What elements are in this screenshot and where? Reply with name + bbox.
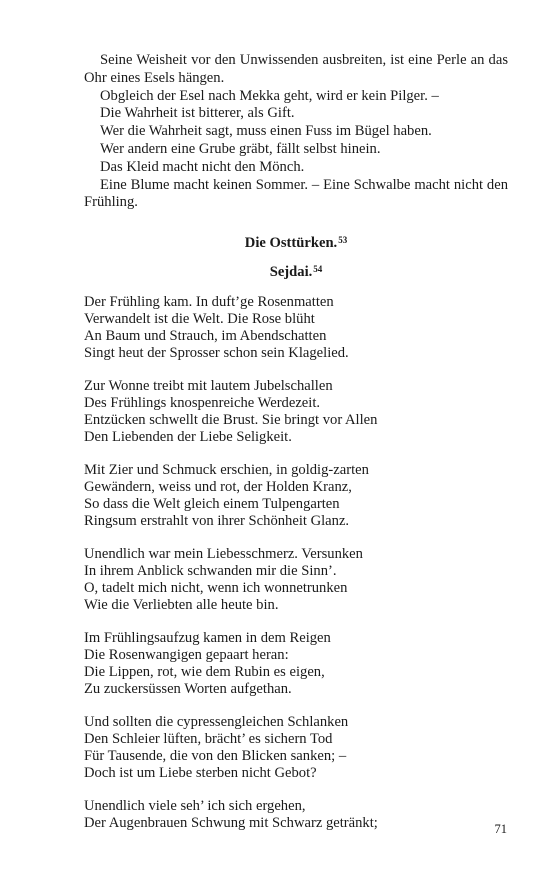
- page-body: [84, 52, 508, 832]
- proverb: Die Wahrheit ist bitterer, als Gift.: [100, 105, 295, 122]
- footnote-marker[interactable]: 54: [313, 264, 323, 275]
- proverb: Obgleich der Esel nach Mekka geht, wird er kein Pilger. –: [100, 87, 439, 104]
- poem-line: Wie die Verliebten alle heute bin.: [84, 597, 279, 614]
- poem-line: Verwandelt ist die Welt. Die Rose blüht: [84, 311, 315, 328]
- poem-line: Doch ist um Liebe sterben nicht Gebot?: [84, 765, 317, 782]
- poem-line: Zur Wonne treibt mit lautem Jubelschallen: [84, 378, 333, 395]
- poem-line: In ihrem Anblick schwanden mir die Sinn’.: [84, 563, 337, 580]
- poem-line: Gewändern, weiss und rot, der Holden Kranz,: [84, 479, 352, 496]
- poem-line: Entzücken schwellt die Brust. Sie bringt vor Allen: [84, 412, 378, 429]
- proverb: Wer andern eine Grube gräbt, fällt selbst hinein.: [100, 140, 381, 157]
- poem-line: Und sollten die cypressengleichen Schlanken: [84, 714, 349, 731]
- poem-line: Für Tausende, die von den Blicken sanken; –: [84, 748, 347, 765]
- poem-line: Die Lippen, rot, wie dem Rubin es eigen,: [84, 664, 325, 681]
- poem-line: So dass die Welt gleich einem Tulpengarten: [84, 496, 340, 513]
- poem-heading: [84, 264, 508, 281]
- proverb: Das Kleid macht nicht den Mönch.: [100, 158, 305, 175]
- poem-line: An Baum und Strauch, im Abendschatten: [84, 328, 327, 345]
- poem-line: Der Frühling kam. In duft’ge Rosenmatten: [84, 294, 334, 311]
- stanza: [84, 714, 508, 782]
- poem: [84, 294, 508, 832]
- proverb: Eine Blume macht keinen Sommer. – Eine Schwalbe macht nicht den Frühling.: [84, 176, 508, 211]
- poem-line: Der Augenbrauen Schwung mit Schwarz getränkt;: [84, 815, 378, 832]
- stanza: [84, 294, 508, 362]
- poem-line: Die Rosenwangigen gepaart heran:: [84, 647, 289, 664]
- poem-line: Singt heut der Sprosser schon sein Klagelied.: [84, 345, 349, 362]
- footnote-marker[interactable]: 53: [338, 235, 348, 246]
- section-heading-title: Die Osttürken.: [244, 235, 338, 252]
- poem-line: Unendlich viele seh’ ich sich ergehen,: [84, 798, 306, 815]
- poem-line: Unendlich war mein Liebesschmerz. Versunken: [84, 546, 363, 563]
- poem-line: O, tadelt mich nicht, wenn ich wonnetrunken: [84, 580, 348, 597]
- poem-line: Im Frühlingsaufzug kamen in dem Reigen: [84, 630, 331, 647]
- section-heading: [84, 235, 508, 252]
- poem-line: Mit Zier und Schmuck erschien, in goldig-zarten: [84, 462, 369, 479]
- headings: [84, 235, 508, 281]
- stanza: [84, 798, 508, 832]
- stanza: [84, 378, 508, 446]
- poem-line: Den Schleier lüften, brächt’ es sichern Tod: [84, 731, 333, 748]
- poem-line: Zu zuckersüssen Worten aufgethan.: [84, 681, 292, 698]
- proverb: Seine Weisheit vor den Unwissenden ausbreiten, ist eine Perle an das Ohr eines Esels hängen.: [84, 52, 508, 86]
- poem-line: Ringsum erstrahlt von ihrer Schönheit Glanz.: [84, 513, 350, 530]
- stanza: [84, 462, 508, 530]
- proverb: Wer die Wahrheit sagt, muss einen Fuss im Bügel haben.: [100, 123, 432, 140]
- stanza: [84, 546, 508, 614]
- poem-heading-title: Sejdai.: [269, 264, 313, 281]
- page-number: 71: [494, 822, 507, 836]
- proverb-list: [84, 52, 508, 212]
- poem-line: Den Liebenden der Liebe Seligkeit.: [84, 429, 292, 446]
- poem-line: Des Frühlings knospenreiche Werdezeit.: [84, 395, 321, 412]
- stanza: [84, 630, 508, 698]
